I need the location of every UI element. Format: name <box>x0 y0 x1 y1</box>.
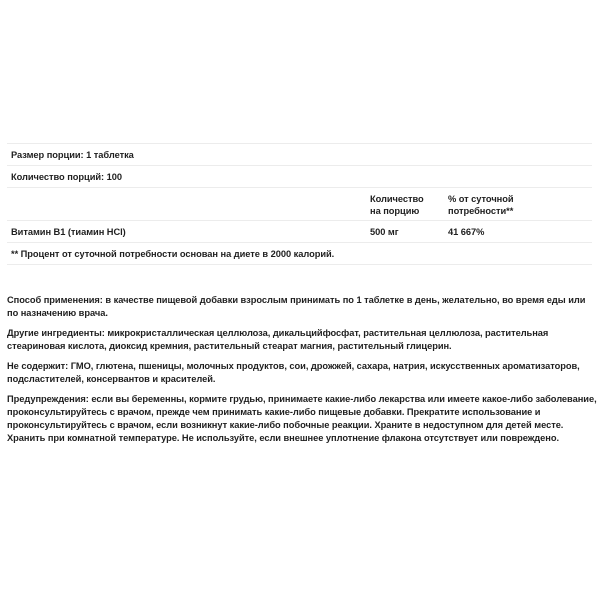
supplement-facts-table <box>7 143 592 265</box>
nutrient-daily-value: 41 667% <box>448 227 485 237</box>
amount-per-serving-header <box>370 193 424 217</box>
daily-value-header <box>448 193 514 217</box>
free-of-paragraph: Не содержит: ГМО, глютена, пшеницы, молочных продуктов, сои, дрожжей, сахара, натрия, искусственных ароматизаторов, подсластителей, консервантов и красителей. <box>7 361 580 384</box>
warnings-paragraph: Предупреждения: если вы беременны, кормите грудью, принимаете какие-либо лекарства или имеете какое-либо заболевание, проконсультируйтесь с врачом, прежде чем принимать какие-либо пищевые добавки. Прекратите использование и проконсультируйтесь с врачом, если возникнут какие-либо побочные реакции. Храните в недоступном для детей месте. Хранить при комнатной температуре. Не используйте, если внешнее уплотнение флакона отсутствует или повреждено. <box>7 394 597 443</box>
nutrient-name: Витамин B1 (тиамин HCl) <box>11 227 126 237</box>
servings-per-container-text: Количество порций: 100 <box>11 172 122 182</box>
nutrient-amount: 500 мг <box>370 227 399 237</box>
amount-header-line-2: на порцию <box>370 206 420 216</box>
other-ingredients-paragraph: Другие ингредиенты: микрокристаллическая целлюлоза, дикальцийфосфат, растительная целлюлоза, растительная стеариновая кислота, диоксид кремния, растительный стеарат магния, растительный глицерин. <box>7 328 549 351</box>
dv-header-line-2: потребности** <box>448 206 514 216</box>
directions-paragraph: Способ применения: в качестве пищевой добавки взрослым принимать по 1 таблетке в день, желательно, во время еды или по назначению врача. <box>7 295 586 318</box>
table-header-row <box>7 188 592 221</box>
dv-header-line-1: % от суточной <box>448 194 514 204</box>
serving-size-row <box>7 144 592 166</box>
table-row <box>7 221 592 243</box>
footnote-text: ** Процент от суточной потребности основан на диете в 2000 калорий. <box>11 249 335 259</box>
footnote-row <box>7 243 592 265</box>
amount-header-line-1: Количество <box>370 194 424 204</box>
serving-size-text: Размер порции: 1 таблетка <box>11 150 134 160</box>
product-info <box>7 294 597 452</box>
servings-per-container-row <box>7 166 592 188</box>
